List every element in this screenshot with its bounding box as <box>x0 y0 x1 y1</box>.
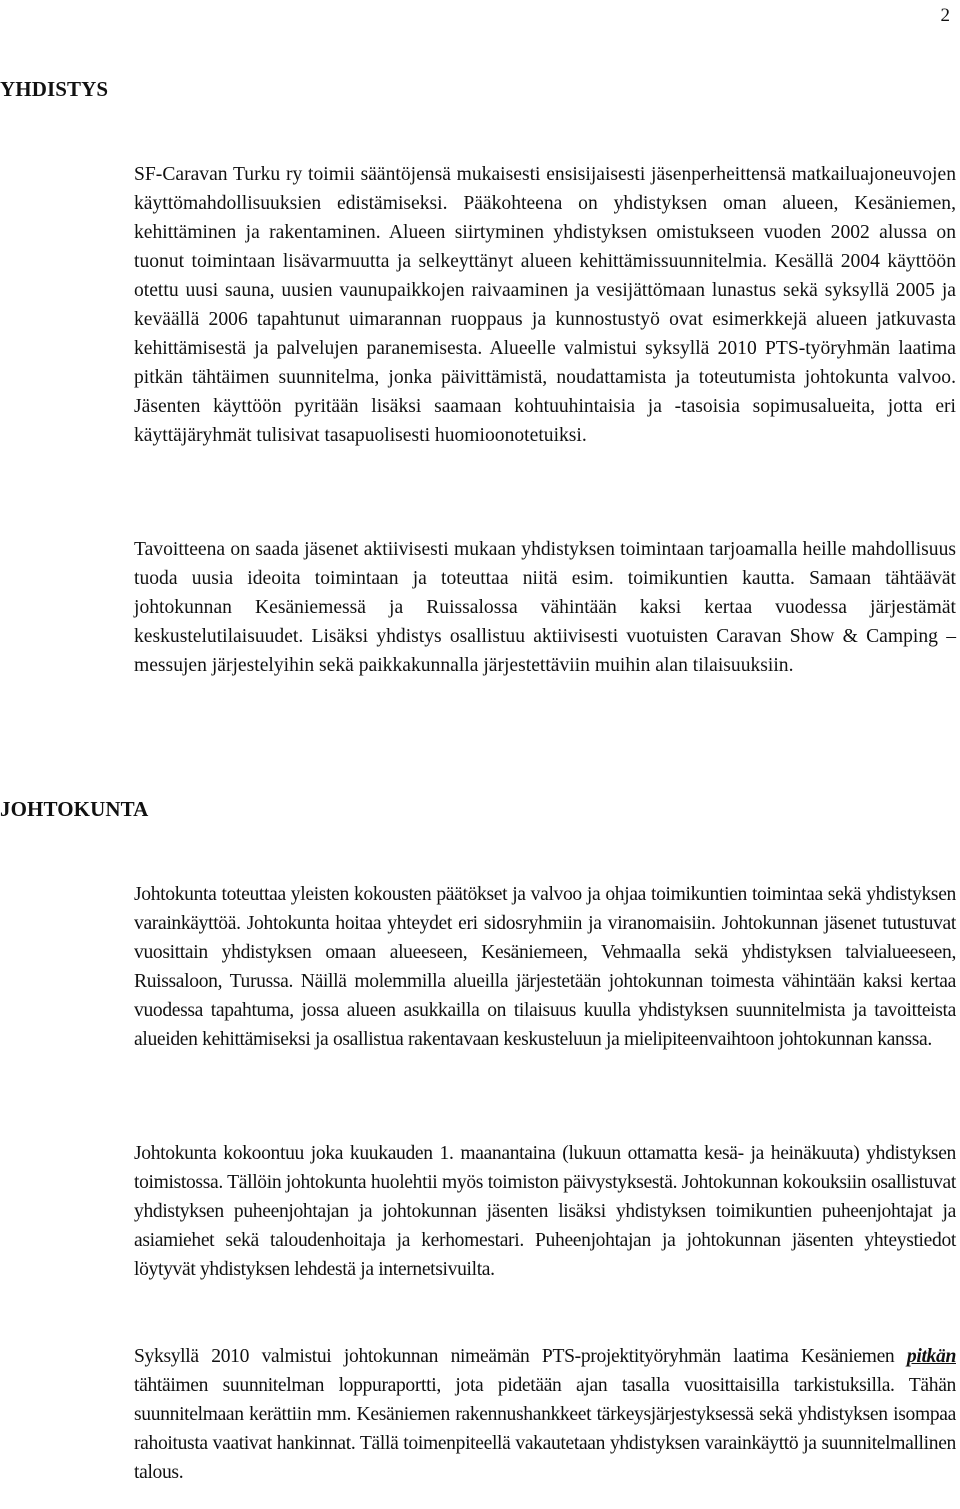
paragraph-text-before: Syksyllä 2010 valmistui johtokunnan nimeämän PTS-projektityöryhmän laatima Kesäniemen <box>134 1346 907 1367</box>
emphasized-word: pitkän <box>906 1346 956 1367</box>
paragraph-text-after: tähtäimen suunnitelman loppuraportti, jota pidetään ajan tasalla vuosittaisilla tarkistuksilla. Tähän suunnitelmaan kerättiin mm. Kesäniemen rakennushankkeet tärkeysjärjestyksessä sekä yhdistyksen isompaa rahoitusta vaativat hankinnat. Tällä toimenpiteellä vakautetaan yhdistyksen varainkäyttö ja suunnitelmallinen talous. <box>134 1375 956 1483</box>
section-heading-johtokunta: JOHTOKUNTA <box>0 797 149 821</box>
section-heading-yhdistys: YHDISTYS <box>0 77 109 101</box>
paragraph-johtokunta-3 <box>134 1342 956 1487</box>
paragraph-johtokunta-1: Johtokunta toteuttaa yleisten kokousten päätökset ja valvoo ja ohjaa toimikuntien toimintaa sekä yhdistyksen varainkäyttöä. Johtokunta hoitaa yhteydet eri sidosryhmiin ja viranomaisiin. Johtokunnan jäsenet tutustuvat vuosittain yhdistyksen omaan alueeseen, Kesäniemeen, Vehmaalla sekä yhdistyksen talvialueeseen, Ruissaloon, Turussa. Näillä molemmilla alueilla järjestetään johtokunnan toimesta vähintään kaksi kertaa vuodessa tapahtuma, jossa alueen asukkailla on tilaisuus kuulla yhdistyksen suunnitelmista ja tavoitteista alueiden kehittämiseksi ja osallistua rakentavaan keskusteluun ja mielipiteenvaihtoon johtokunnan kanssa. <box>134 884 956 1050</box>
paragraph-johtokunta-2: Johtokunta kokoontuu joka kuukauden 1. maanantaina (lukuun ottamatta kesä- ja heinäkuuta) yhdistyksen toimistossa. Tällöin johtokunta huolehtii myös toimiston päivystyksestä. Johtokunnan kokouksiin osallistuvat yhdistyksen puheenjohtajan ja johtokunnan jäsenten lisäksi yhdistyksen toimikuntien puheenjohtajat ja asiamiehet sekä taloudenhoitaja ja kerhomestari. Puheenjohtajan ja johtokunnan jäsenten yhteystiedot löytyvät yhdistyksen lehdestä ja internetsivuilta. <box>134 1143 956 1280</box>
paragraph-yhdistys-2: Tavoitteena on saada jäsenet aktiivisesti mukaan yhdistyksen toimintaan tarjoamalla heille mahdollisuus tuoda uusia ideoita toimintaan ja toteuttaa niitä esim. toimikuntien kautta. Samaan tähtäävät johtokunnan Kesäniemessä ja Ruissalossa vähintään kaksi kertaa vuodessa järjestämät keskustelutilaisuudet. Lisäksi yhdistys osallistuu aktiivisesti vuotuisten Caravan Show & Camping –messujen järjestelyihin sekä paikkakunnalla järjestettäviin muihin alan tilaisuuksiin. <box>134 539 956 676</box>
paragraph-yhdistys-1: SF-Caravan Turku ry toimii sääntöjensä mukaisesti ensisijaisesti jäsenperheittensä matkailuajoneuvojen käyttömahdollisuuksien edistämiseksi. Pääkohteena on yhdistyksen oman alueen, Kesäniemen, kehittäminen ja rakentaminen. Alueen siirtyminen yhdistyksen omistukseen vuoden 2002 alussa on tuonut toimintaan lisävarmuutta ja selkeyttänyt alueen kehittämissuunnitelmia. Kesällä 2004 käyttöön otettu uusi sauna, uusien vaunupaikkojen raivaaminen ja vesijättömaan lunastus sekä syksyllä 2005 ja keväällä 2006 tapahtunut uimarannan ruoppaus ja kunnostustyö ovat esimerkkejä alueen jatkuvasta kehittämisestä ja palvelujen paranemisesta. Alueelle valmistui syksyllä 2010 PTS-työryhmän laatima pitkän tähtäimen suunnitelma, jonka päivittämistä, noudattamista ja toteutumista johtokunta valvoo. Jäsenten käyttöön pyritään lisäksi saamaan kohtuuhintaisia ja -tasoisia sopimusalueita, jotta eri käyttäjäryhmät tulisivat tasapuolisesti huomioonotetuiksi. <box>134 164 956 446</box>
page-number: 2 <box>940 5 950 26</box>
